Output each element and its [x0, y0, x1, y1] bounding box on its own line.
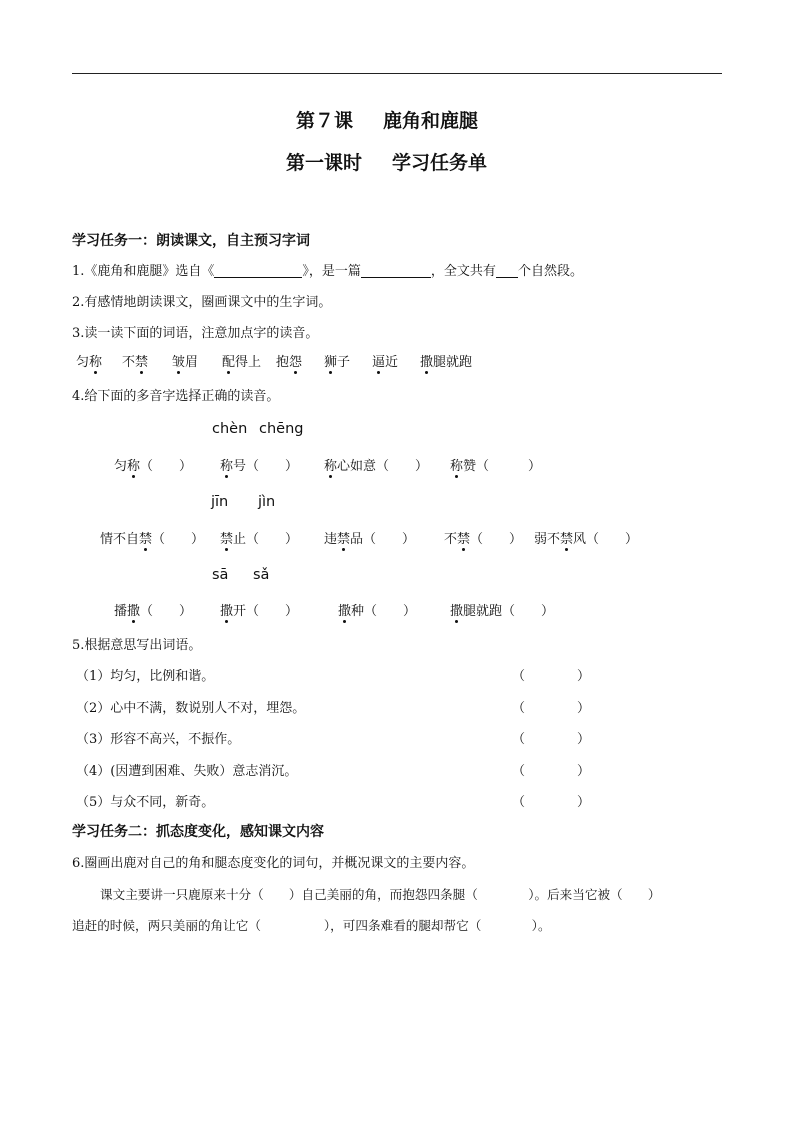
q4-item[interactable]: 撒开（ ）	[220, 604, 299, 619]
q4-item[interactable]: 禁止（ ）	[220, 532, 299, 547]
q1-blank-genre[interactable]	[361, 263, 431, 278]
q6-line-2[interactable]: 追赶的时候，两只美丽的角让它（ ），可四条难看的腿却帮它（ ）。	[72, 918, 551, 933]
q3-word: 狮子	[324, 355, 351, 370]
q3-word: 撒腿就跑	[420, 355, 473, 370]
question-6: 6.圈画出鹿对自己的角和腿态度变化的词句，并概况课文的主要内容。	[72, 856, 475, 871]
lesson-number: 第７课	[296, 110, 354, 132]
q5-answer-blank[interactable]: （ ）	[512, 764, 591, 779]
question-1	[72, 260, 583, 279]
q4-item[interactable]: 称号（ ）	[220, 459, 299, 474]
question-3: 3.读一读下面的词语，注意加点字的读音。	[72, 326, 319, 341]
q1-text-4: 个自然段。	[517, 264, 583, 279]
q4-item[interactable]: 播撒（ ）	[114, 604, 193, 619]
q1-text-1: 1.《鹿角和鹿腿》选自《	[72, 264, 215, 279]
lesson-title	[296, 106, 478, 133]
q6-line-1[interactable]: 课文主要讲一只鹿原来十分（ ）自己美丽的角，而抱怨四条腿（ ）。后来当它被（ ）	[100, 887, 661, 902]
q4-item[interactable]: 撒种（ ）	[338, 604, 417, 619]
q4-item[interactable]: 撒腿就跑（ ）	[450, 604, 555, 619]
pinyin-option: jīn	[211, 494, 229, 510]
worksheet-name: 学习任务单	[392, 152, 488, 174]
q5-item-text: （3）形容不高兴，不振作。	[76, 732, 241, 747]
q4-row-3	[0, 600, 794, 620]
q4-item[interactable]: 违禁品（ ）	[324, 532, 416, 547]
q3-word-row	[76, 351, 716, 371]
q4-item[interactable]: 匀称（ ）	[114, 459, 193, 474]
header-rule	[72, 73, 722, 74]
q3-word: 逼近	[372, 355, 399, 370]
question-4: 4.给下面的多音字选择正确的读音。	[72, 389, 280, 404]
pinyin-option: jìn	[258, 494, 276, 510]
q4-row-1	[0, 455, 794, 475]
q3-word: 匀称	[76, 355, 103, 370]
q5-item-text: （4）(因遭到困难、失败）意志消沉。	[76, 764, 298, 779]
q4-item[interactable]: 弱不禁风（ ）	[534, 532, 639, 547]
q5-item-text: （2）心中不满，数说别人不对，埋怨。	[76, 701, 306, 716]
pinyin-option: chēng	[259, 421, 304, 437]
pinyin-option: chèn	[212, 421, 248, 437]
q3-word: 皱眉	[172, 355, 199, 370]
q4-item[interactable]: 称心如意（ ）	[324, 459, 429, 474]
q5-item-text: （1）均匀，比例和谐。	[76, 669, 215, 684]
q5-answer-blank[interactable]: （ ）	[512, 669, 591, 684]
question-5: 5.根据意思写出词语。	[72, 638, 202, 653]
period-label: 第一课时	[286, 152, 363, 174]
q5-answer-blank[interactable]: （ ）	[512, 732, 591, 747]
q4-item[interactable]: 情不自禁（ ）	[100, 532, 205, 547]
task1-heading: 学习任务一：朗读课文，自主预习字词	[72, 233, 310, 249]
q1-text-2: 》，是一篇	[302, 264, 361, 279]
pinyin-option: sā	[212, 567, 229, 583]
q1-blank-count[interactable]	[496, 263, 518, 278]
q4-item[interactable]: 不禁（ ）	[444, 532, 523, 547]
lesson-name: 鹿角和鹿腿	[383, 110, 479, 132]
q1-text-3: ，全文共有	[430, 264, 496, 279]
q4-item[interactable]: 称赞（ ）	[450, 459, 542, 474]
pinyin-option: sǎ	[253, 567, 270, 583]
q3-word: 配得上	[222, 355, 262, 370]
q5-answer-blank[interactable]: （ ）	[512, 701, 591, 716]
q1-blank-source[interactable]	[214, 263, 302, 278]
question-2: 2.有感情地朗读课文，圈画课文中的生字词。	[72, 295, 332, 310]
q3-word: 抱怨	[276, 355, 303, 370]
q4-row-2	[0, 528, 794, 548]
q5-item-text: （5）与众不同，新奇。	[76, 795, 215, 810]
task2-heading: 学习任务二：抓态度变化，感知课文内容	[72, 824, 324, 840]
q5-answer-blank[interactable]: （ ）	[512, 795, 591, 810]
q3-word: 不禁	[122, 355, 149, 370]
worksheet-title	[286, 148, 487, 175]
